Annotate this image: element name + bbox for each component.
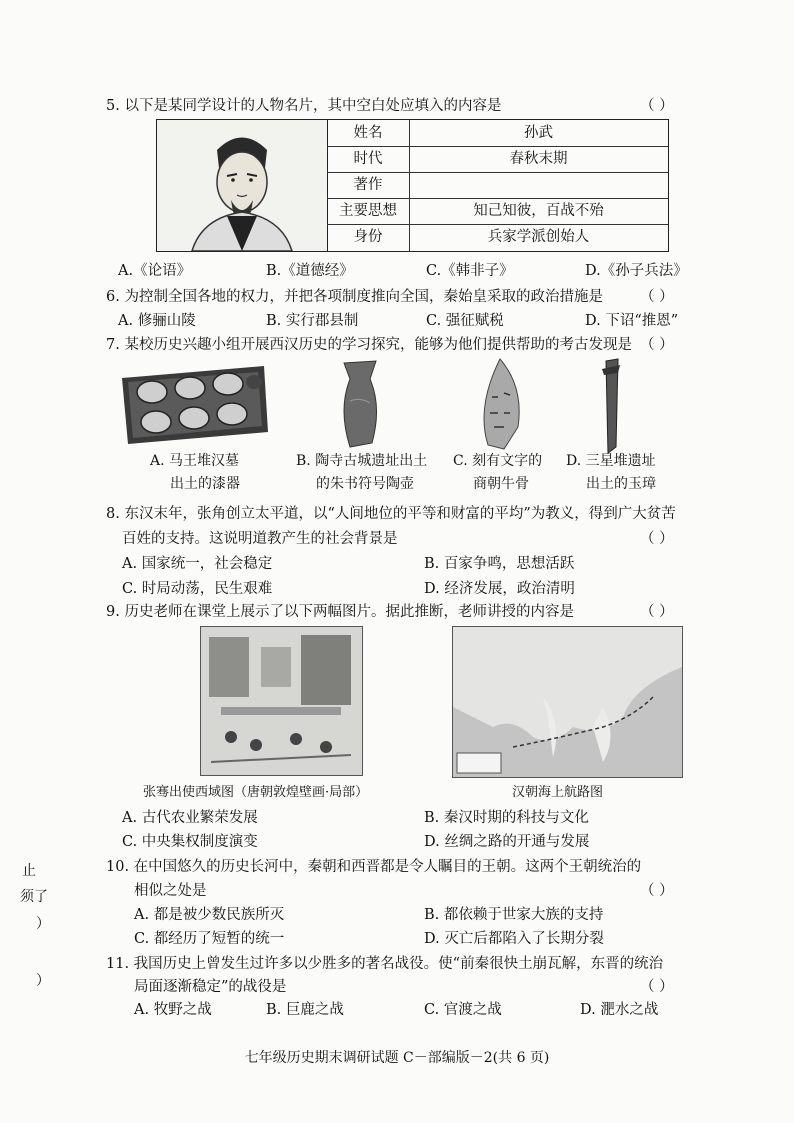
card-label: 时代 bbox=[327, 146, 410, 172]
q5-option-b: B.《道德经》 bbox=[266, 263, 354, 279]
q5-option-a: A.《论语》 bbox=[118, 263, 192, 279]
margin-fragment: 须了 bbox=[20, 889, 48, 905]
q11-option-b: B. 巨鹿之战 bbox=[266, 1002, 344, 1018]
mural-caption: 张骞出使西域图（唐朝敦煌壁画·局部） bbox=[143, 785, 369, 800]
q10-option-d: D. 灭亡后都陷入了长期分裂 bbox=[424, 931, 604, 947]
q8-stem-line2: 百姓的支持。这说明道教产生的社会背景是 bbox=[122, 531, 398, 547]
q7-answer-paren: （ ） bbox=[640, 337, 674, 353]
q9-stem: 9. 历史老师在课堂上展示了以下两幅图片。据此推断，老师讲授的内容是 bbox=[106, 604, 574, 620]
jade-zhang-image bbox=[596, 357, 626, 457]
q10-stem-line2: 相似之处是 bbox=[134, 883, 207, 899]
q10-answer-paren: （ ） bbox=[640, 883, 674, 899]
q6-option-a: A. 修骊山陵 bbox=[118, 313, 196, 329]
q8-option-b: B. 百家争鸣，思想活跃 bbox=[424, 556, 575, 572]
q8-option-c: C. 时局动荡，民生艰难 bbox=[122, 581, 273, 597]
q6-option-c: C. 强征赋税 bbox=[426, 313, 504, 329]
q10-option-b: B. 都依赖于世家大族的支持 bbox=[424, 907, 604, 923]
q6-stem: 6. 为控制全国各地的权力，并把各项制度推向全国，秦始皇采取的政治措施是 bbox=[106, 289, 603, 305]
margin-fragment: ） bbox=[36, 973, 50, 989]
margin-fragment: 止 bbox=[22, 863, 36, 879]
caption-line: D. 三星堆遗址 bbox=[566, 453, 656, 469]
q6-option-d: D. 下诏“推恩” bbox=[585, 313, 679, 329]
caption-line: 商朝牛骨 bbox=[473, 476, 529, 492]
q8-option-d: D. 经济发展，政治清明 bbox=[424, 581, 575, 597]
q11-option-d: D. 淝水之战 bbox=[580, 1002, 659, 1018]
pottery-pot-image bbox=[336, 357, 384, 453]
artifact-caption-b bbox=[296, 450, 427, 496]
card-row-works bbox=[327, 172, 668, 199]
card-value: 兵家学派创始人 bbox=[487, 229, 590, 245]
page-footer: 七年级历史期末调研试题 C－部编版－2(共 6 页) bbox=[244, 1050, 550, 1066]
card-label: 身份 bbox=[327, 224, 410, 251]
q7-stem: 7. 某校历史兴趣小组开展西汉历史的学习探究，能够为他们提供帮助的考古发现是 bbox=[106, 337, 632, 353]
q10-stem-line1: 10. 在中国悠久的历史长河中，秦朝和西晋都是令人瞩目的王朝。这两个王朝统治的 bbox=[106, 859, 642, 875]
q8-answer-paren: （ ） bbox=[640, 531, 674, 547]
oracle-bone-image bbox=[474, 357, 526, 451]
lacquerware-tray-image bbox=[118, 360, 270, 446]
caption-line: C. 刻有文字的 bbox=[453, 453, 543, 469]
han-sea-route-map-image bbox=[452, 626, 683, 778]
q11-stem-line1: 11. 我国历史上曾发生过许多以少胜多的著名战役。使“前秦很快土崩瓦解，东晋的统治 bbox=[106, 956, 664, 972]
caption-line: 的朱书符号陶壶 bbox=[316, 476, 414, 492]
q11-stem-line2: 局面逐渐稳定”的战役是 bbox=[134, 979, 287, 995]
card-row-identity bbox=[327, 224, 668, 251]
card-value: 孙武 bbox=[524, 125, 553, 141]
card-row-name bbox=[327, 120, 668, 147]
q5-answer-paren: （ ） bbox=[640, 98, 674, 114]
caption-line: B. 陶寺古城遗址出土 bbox=[296, 453, 428, 469]
q5-stem: 5. 以下是某同学设计的人物名片，其中空白处应填入的内容是 bbox=[106, 98, 502, 114]
q9-option-a: A. 古代农业繁荣发展 bbox=[122, 810, 258, 826]
q8-option-a: A. 国家统一，社会稳定 bbox=[122, 556, 273, 572]
card-label: 姓名 bbox=[327, 120, 410, 146]
q11-answer-paren: （ ） bbox=[640, 979, 674, 995]
q9-option-d: D. 丝绸之路的开通与发展 bbox=[424, 834, 590, 850]
card-value-blank bbox=[409, 172, 668, 198]
map-caption: 汉朝海上航路图 bbox=[512, 785, 604, 800]
q10-option-a: A. 都是被少数民族所灭 bbox=[134, 907, 285, 923]
sun-wu-portrait bbox=[157, 120, 328, 251]
q10-option-c: C. 都经历了短暂的统一 bbox=[134, 931, 285, 947]
q6-option-b: B. 实行郡县制 bbox=[266, 313, 359, 329]
card-label: 著作 bbox=[327, 172, 410, 198]
artifact-caption-c bbox=[453, 450, 542, 496]
q9-answer-paren: （ ） bbox=[640, 604, 674, 620]
zhang-qian-mural-image bbox=[200, 626, 363, 776]
caption-line: 出土的漆器 bbox=[170, 476, 240, 492]
card-value: 春秋末期 bbox=[509, 151, 568, 167]
q9-option-c: C. 中央集权制度演变 bbox=[122, 834, 258, 850]
card-label: 主要思想 bbox=[327, 198, 410, 224]
card-row-era bbox=[327, 146, 668, 173]
q5-option-d: D.《孙子兵法》 bbox=[585, 263, 688, 279]
caption-line: A. 马王堆汉墓 bbox=[150, 453, 240, 469]
q9-option-b: B. 秦汉时期的科技与文化 bbox=[424, 810, 589, 826]
artifact-caption-d bbox=[566, 450, 656, 496]
q11-option-c: C. 官渡之战 bbox=[424, 1002, 502, 1018]
q11-option-a: A. 牧野之战 bbox=[134, 1002, 212, 1018]
name-card-table bbox=[156, 119, 669, 252]
card-row-thought bbox=[327, 198, 668, 225]
card-value: 知己知彼，百战不殆 bbox=[473, 203, 604, 219]
q6-answer-paren: （ ） bbox=[640, 289, 674, 305]
artifact-caption-a bbox=[150, 450, 240, 496]
caption-line: 出土的玉璋 bbox=[586, 476, 656, 492]
q5-option-c: C.《韩非子》 bbox=[426, 263, 514, 279]
margin-fragment: ） bbox=[36, 916, 50, 932]
q8-stem-line1: 8. 东汉末年，张角创立太平道，以“人间地位的平等和财富的平均”为教义，得到广大贫苦 bbox=[106, 506, 676, 522]
